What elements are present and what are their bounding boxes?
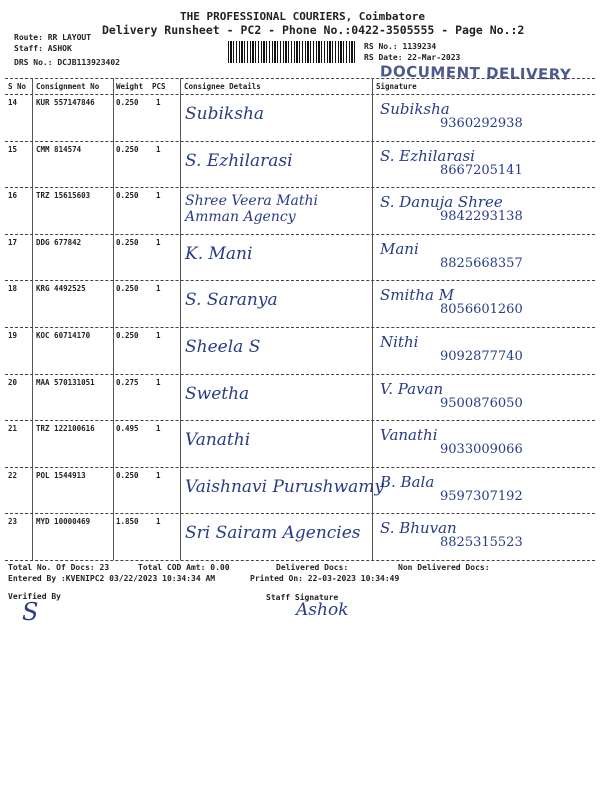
barcode: [228, 41, 356, 63]
row-consignment: KUR 557147846: [36, 98, 95, 107]
row-pcs: 1: [156, 517, 161, 527]
row-phone: 8667205141: [440, 162, 523, 178]
col-consignment: Consignment No: [36, 82, 100, 91]
table-row: [0, 187, 600, 234]
row-signature: S. Ezhilarasi: [380, 146, 475, 165]
row-sno: 18: [8, 284, 18, 294]
row-consignee: K. Mani: [185, 243, 253, 264]
staff-label: Staff: ASHOK: [14, 44, 72, 53]
col-pcs: PCS: [152, 82, 166, 91]
drs-number: DRS No.: DCJB113923402: [14, 58, 120, 67]
row-pcs: 1: [156, 98, 161, 107]
table-row: [0, 374, 600, 421]
row-phone: 9597307192: [440, 488, 523, 504]
table-row: [0, 513, 600, 560]
row-pcs: 1: [156, 470, 161, 480]
verified-by-label: Verified By: [8, 592, 61, 601]
row-pcs: 1: [156, 331, 161, 340]
row-phone: 9033009066: [440, 442, 523, 458]
row-signature: V. Pavan: [380, 379, 444, 398]
row-sno: 17: [8, 237, 18, 247]
row-sno: 20: [8, 377, 18, 387]
table-row: [0, 420, 600, 467]
col-sno: S No: [8, 82, 27, 91]
row-signature: S. Danuja Shree: [380, 193, 503, 212]
col-consignee: Consignee Details: [184, 82, 261, 91]
total-docs: Total No. Of Docs: 23: [8, 563, 110, 572]
row-consignee: Swetha: [185, 383, 250, 404]
row-weight: 0.495: [116, 424, 139, 434]
route-label: Route: RR LAYOUT: [14, 33, 92, 42]
row-pcs: 1: [156, 144, 161, 154]
row-consignee: Vanathi: [185, 430, 251, 451]
row-signature: B. Bala: [380, 472, 435, 491]
row-signature: Mani: [380, 239, 419, 258]
row-weight: 0.250: [116, 237, 139, 247]
total-cod: Total COD Amt: 0.00: [138, 563, 230, 572]
row-signature: S. Bhuvan: [380, 519, 457, 538]
row-consignment: TRZ 122100616: [36, 424, 95, 434]
row-pcs: 1: [156, 424, 161, 434]
row-sno: 19: [8, 331, 18, 340]
row-signature: Nithi: [380, 333, 419, 351]
company-name: THE PROFESSIONAL COURIERS, Coimbatore: [180, 10, 426, 23]
row-consignee: Sheela S: [185, 337, 261, 357]
row-phone: 9500876050: [440, 395, 523, 411]
row-weight: 0.250: [116, 144, 139, 154]
row-consignee: Subiksha: [185, 104, 265, 124]
row-consignment: KOC 60714170: [36, 331, 91, 340]
row-sno: 14: [8, 98, 18, 107]
printed-on: Printed On: 22-03-2023 10:34:49: [250, 574, 400, 583]
delivered-docs: Delivered Docs:: [276, 563, 349, 572]
row-weight: 0.250: [116, 191, 139, 201]
table-row: [0, 141, 600, 188]
table-row: [0, 94, 600, 141]
row-phone: 8825668357: [440, 255, 523, 271]
row-weight: 0.250: [116, 331, 139, 340]
row-pcs: 1: [156, 377, 161, 387]
row-signature: Subiksha: [380, 100, 450, 118]
row-pcs: 1: [156, 284, 161, 294]
row-consignee: Vaishnavi Purushwamy: [185, 476, 385, 497]
row-consignment: POL 1544913: [36, 470, 86, 480]
row-weight: 0.250: [116, 470, 139, 480]
rs-number: RS No.: 1139234: [364, 42, 437, 51]
row-signature: Vanathi: [380, 426, 438, 445]
row-consignee: Shree Veera Mathi Amman Agency: [185, 193, 319, 226]
row-phone: 9842293138: [440, 209, 523, 225]
row-sno: 23: [8, 517, 18, 527]
row-pcs: 1: [156, 191, 161, 201]
row-consignment: KRG 4492525: [36, 284, 86, 294]
row-consignment: TRZ 15615603: [36, 191, 91, 201]
table-bottom-rule: [5, 560, 595, 561]
row-sno: 15: [8, 144, 18, 154]
row-weight: 1.850: [116, 517, 139, 527]
table-row: [0, 467, 600, 514]
row-consignee: S. Ezhilarasi: [185, 150, 293, 171]
runsheet-title: Delivery Runsheet - PC2 - Phone No.:0422-3505555 - Page No.:2: [102, 23, 525, 37]
row-weight: 0.250: [116, 98, 139, 107]
row-consignee: S. Saranya: [185, 290, 278, 311]
document-delivery-stamp: DOCUMENT DELIVERY: [379, 62, 572, 84]
non-delivered-docs: Non Delivered Docs:: [398, 563, 490, 572]
table-row: [0, 327, 600, 374]
row-sno: 22: [8, 470, 18, 480]
row-consignment: DDG 677842: [36, 237, 82, 247]
staff-signature: Ashok: [296, 600, 349, 620]
row-sno: 21: [8, 424, 18, 434]
staff-signature-label: Staff Signature: [266, 593, 339, 602]
row-phone: 8056601260: [440, 302, 523, 318]
col-weight: Weight: [116, 82, 144, 91]
row-weight: 0.275: [116, 377, 139, 387]
row-sno: 16: [8, 191, 18, 201]
row-consignment: CMM 814574: [36, 144, 82, 154]
row-phone: 8825315523: [440, 535, 523, 551]
row-phone: 9360292938: [440, 116, 523, 131]
row-consignment: MYD 10000469: [36, 517, 91, 527]
row-pcs: 1: [156, 237, 161, 247]
row-signature: Smitha M: [380, 286, 455, 305]
table-top-rule: [5, 78, 595, 79]
entered-by: Entered By :KVENIPC2 03/22/2023 10:34:34 AM: [8, 574, 216, 583]
table-header: [0, 80, 600, 94]
table-row: [0, 234, 600, 281]
rs-date: RS Date: 22-Mar-2023: [364, 53, 461, 62]
row-consignment: MAA 570131051: [36, 377, 95, 387]
col-signature: Signature: [376, 82, 417, 91]
verifier-signature: S: [22, 598, 39, 626]
row-consignee: Sri Sairam Agencies: [185, 523, 361, 544]
table-row: [0, 280, 600, 327]
row-phone: 9092877740: [440, 349, 523, 364]
row-weight: 0.250: [116, 284, 139, 294]
